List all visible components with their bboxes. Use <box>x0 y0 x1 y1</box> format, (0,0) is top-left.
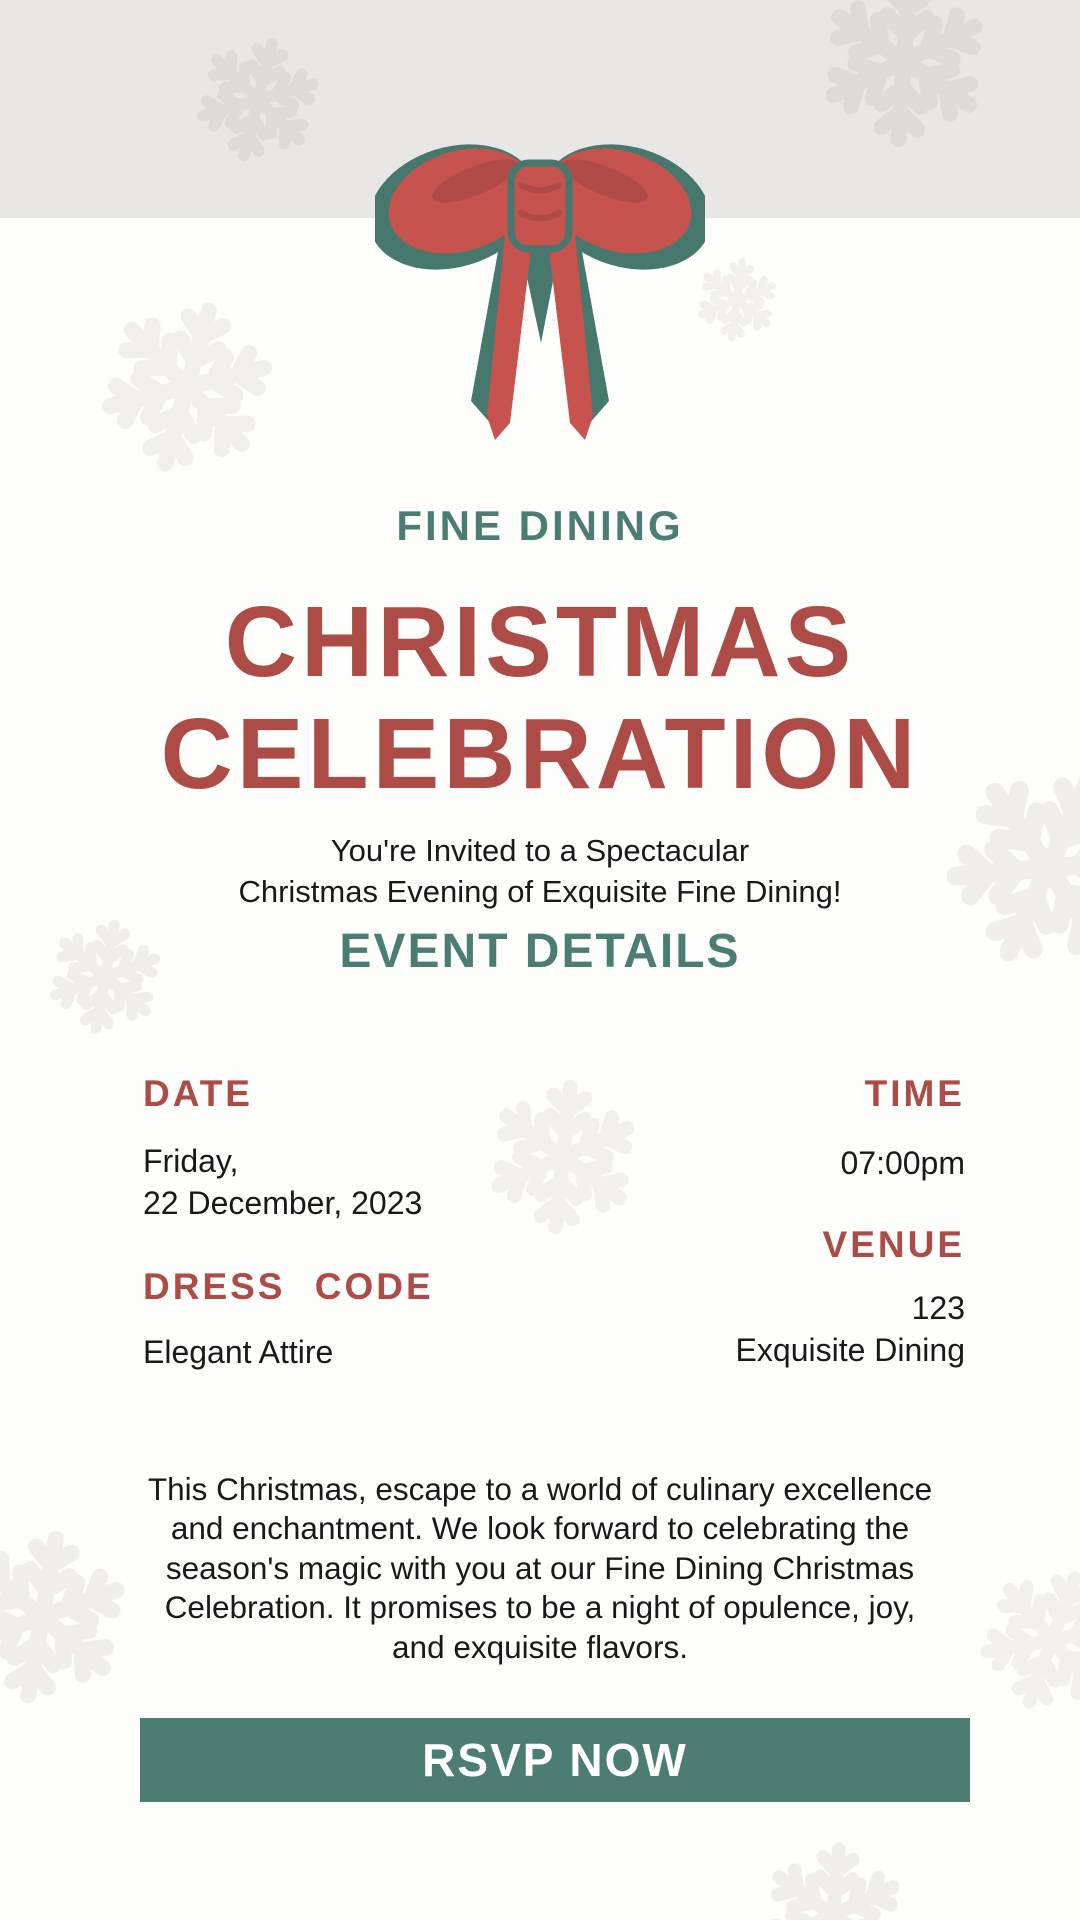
dress-code-value: Elegant Attire <box>143 1334 334 1371</box>
page-title <box>0 586 1080 810</box>
date-value <box>143 1140 434 1224</box>
date-value-line-1: Friday, <box>143 1143 239 1179</box>
subtitle-line-1: You're Invited to a Spectacular <box>330 833 750 868</box>
dress-code-label: DRESS CODE <box>143 1266 434 1308</box>
time-value: 07:00pm <box>840 1145 965 1181</box>
details-column-left <box>143 1075 434 1374</box>
invitation-message <box>0 1470 1080 1667</box>
title-line-2: CELEBRATION <box>160 698 920 810</box>
time-label: TIME <box>864 1073 965 1114</box>
snowflake-icon <box>76 276 299 499</box>
venue-value-line-2: Exquisite Dining <box>735 1332 965 1369</box>
section-heading-event-details: EVENT DETAILS <box>339 925 741 978</box>
subtitle-line-2: Christmas Evening of Exquisite Fine Dining! <box>238 874 842 910</box>
invitation-message-text: This Christmas, escape to a world of culinary excellence and enchantment. We look forward to celebrating the season's magic with you at our Fine Dining Christmas Celebration. It promises to be a night of opulence, joy, and exquisite flavors. <box>147 1471 933 1665</box>
snowflake-icon <box>752 1834 915 1920</box>
details-column-right <box>736 1075 965 1372</box>
ribbon-bow-icon <box>375 132 705 444</box>
date-value-line-2: 22 December, 2023 <box>143 1185 423 1222</box>
venue-value-line-1: 123 <box>911 1290 965 1327</box>
snowflake-icon <box>475 1069 651 1245</box>
venue-value <box>736 1287 965 1371</box>
title-line-1: CHRISTMAS <box>224 586 856 698</box>
invitation-subtitle <box>0 830 1080 912</box>
date-label: DATE <box>143 1073 253 1114</box>
eyebrow-fine-dining: FINE DINING <box>396 502 684 549</box>
venue-label: VENUE <box>822 1224 965 1266</box>
rsvp-now-button[interactable]: RSVP NOW <box>140 1718 970 1802</box>
